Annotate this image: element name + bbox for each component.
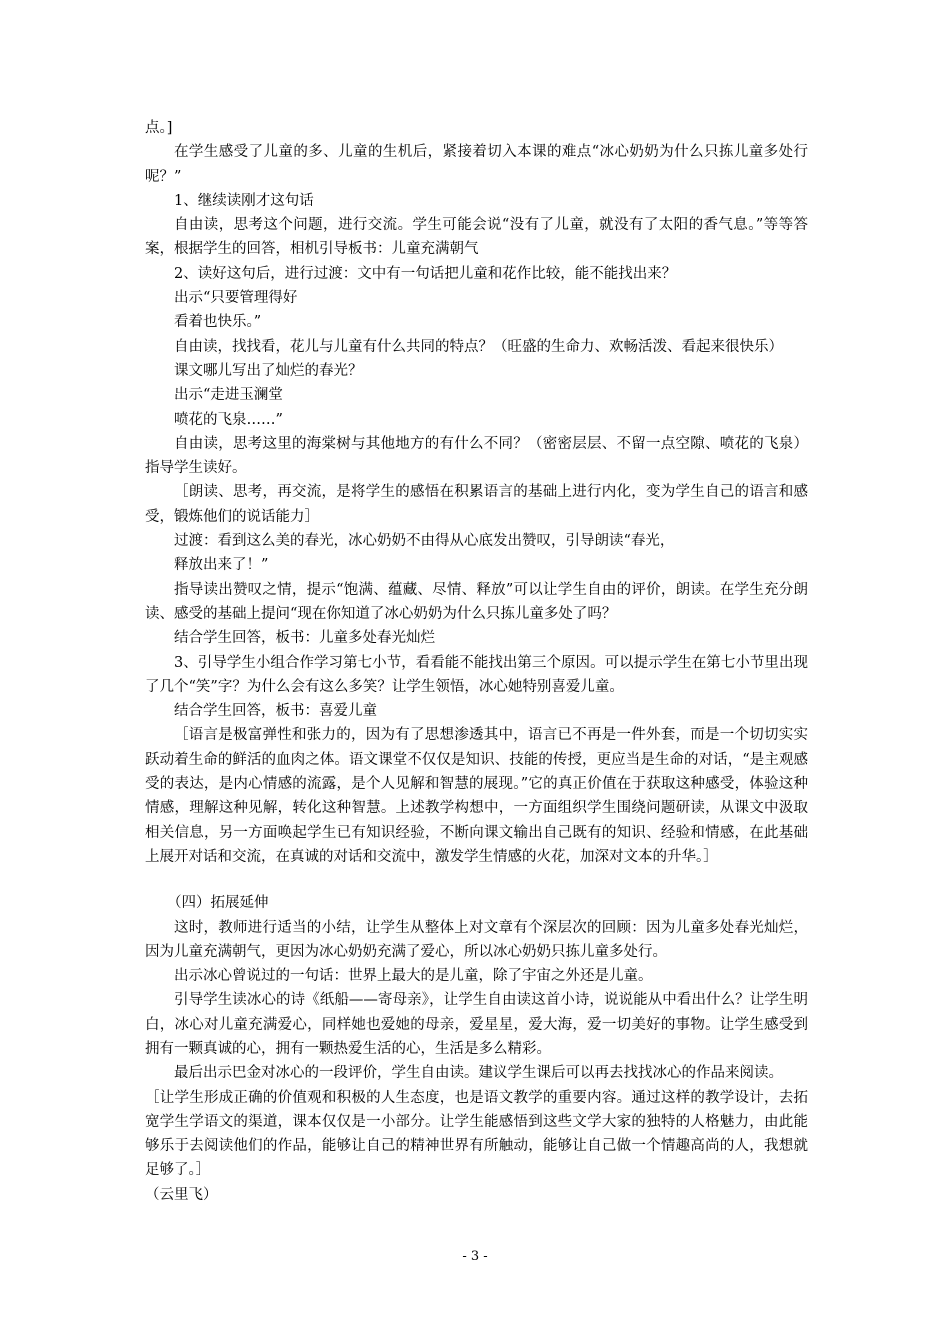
annotation-paragraph: ［朗读、思考，再交流，是将学生的感悟在积累语言的基础上进行内化，变为学生自己的语言和感受，锻炼他们的说话能力］: [145, 484, 808, 525]
paragraph: 课文哪儿写出了灿烂的春光？: [174, 362, 363, 379]
paragraph: 结合学生回答，板书：喜爱儿童: [174, 703, 377, 720]
paragraph: 自由读，思考这里的海棠树与其他地方的有什么不同？（密密层层、不留一点空隙、喷花的飞泉）指导学生读好。: [145, 435, 808, 477]
paragraph: 2、读好这句后，进行过渡：文中有一句话把儿童和花作比较，能不能找出来？: [174, 265, 677, 282]
paragraph: 这时，教师进行适当的小结，让学生从整体上对文章有个深层次的回顾：因为儿童多处春光灿烂，因为儿童充满朝气，更因为冰心奶奶充满了爱心，所以冰心奶奶只拣儿童多处行。: [145, 919, 808, 960]
paragraph: 结合学生回答，板书：儿童多处春光灿烂: [174, 630, 435, 647]
paragraph: 出示“走进玉澜堂: [174, 387, 283, 404]
section-heading: （四）拓展延伸: [167, 895, 269, 912]
paragraph: 释放出来了！”: [174, 557, 269, 574]
paragraph: 过渡：看到这么美的春光，冰心奶奶不由得从心底发出赞叹，引导朗读“春光，: [174, 533, 675, 550]
annotation-paragraph: ［语言是极富弹性和张力的，因为有了思想渗透其中，语言已不再是一件外套，而是一个切切实实跃动着生命的鲜活的血肉之体。语文课堂不仅仅是知识、技能的传授，更应当是生命的对话，“是主观感受的表达，是内心情感的流露，是个人见解和智慧的展现。”它的真正价值在于获取这种感受，体验这种情感，理解这种见解，转化这种智慧。上述教学构想中，一方面组织学生围绕问题研读，从课文中汲取相关信息，另一方面唤起学生已有知识经验，不断向课文输出自己既有的知识、经验和情感，在此基础上展开对话和交流，在真诚的对话和交流中，激发学生情感的火花，加深对文本的升华。］: [145, 727, 808, 865]
paragraph: 1、继续读刚才这句话: [174, 192, 314, 209]
paragraph: 3、引导学生小组合作学习第七小节，看看能不能找出第三个原因。可以提示学生在第七小节里出现了几个“笑”字？为什么会有这么多笑？让学生领悟，冰心她特别喜爱儿童。: [145, 654, 808, 695]
paragraph: 出示“只要管理得好: [174, 290, 298, 307]
paragraph: 最后出示巴金对冰心的一段评价，学生自由读。建议学生课后可以再去找找冰心的作品来阅读。: [174, 1065, 783, 1082]
paragraph: 在学生感受了儿童的多、儿童的生机后，紧接着切入本课的难点“冰心奶奶为什么只拣儿童多处行呢？”: [145, 144, 808, 185]
paragraph: 点。]: [145, 120, 173, 136]
author-signature: （云里飞）: [145, 1186, 218, 1203]
page-number: - 3 -: [462, 1249, 488, 1264]
paragraph: 自由读，思考这个问题，进行交流。学生可能会说“没有了儿童，就没有了太阳的香气息。”等等答案，根据学生的回答，相机引导板书：儿童充满朝气: [145, 217, 808, 258]
paragraph: 喷花的飞泉……”: [174, 411, 283, 428]
paragraph: 引导学生读冰心的诗《纸船——寄母亲》，让学生自由读这首小诗，说说能从中看出什么？让学生明白，冰心对儿童充满爱心，同样她也爱她的母亲，爱星星，爱大海，爱一切美好的事物。让学生感受到拥有一颗真诚的心，拥有一颗热爱生活的心，生活是多么精彩。: [145, 992, 808, 1057]
paragraph: 看着也快乐。”: [174, 314, 262, 331]
closing-annotation: ［让学生形成正确的价值观和积极的人生态度，也是语文教学的重要内容。通过这样的教学设计，去拓宽学生学语文的渠道，课本仅仅是一小部分。让学生能感悟到这些文学大家的独特的人格魅力，由此能够乐于去阅读他们的作品，能够让自己的精神世界有所触动，能够让自己做一个情趣高尚的人，我想就足够了。］: [145, 1089, 808, 1179]
paragraph: 指导读出赞叹之情，提示“饱满、蕴藏、尽情、释放”可以让学生自由的评价，朗读。在学生充分朗读、感受的基础上提问“现在你知道了冰心奶奶为什么只拣儿童多处了吗？: [145, 581, 808, 622]
paragraph: 自由读，找找看，花儿与儿童有什么共同的特点？（旺盛的生命力、欢畅活泼、看起来很快乐）: [174, 338, 783, 355]
document-body: [145, 116, 808, 1207]
paragraph: 出示冰心曾说过的一句话：世界上最大的是儿童，除了宇宙之外还是儿童。: [174, 968, 653, 985]
section-spacer: [145, 869, 808, 891]
